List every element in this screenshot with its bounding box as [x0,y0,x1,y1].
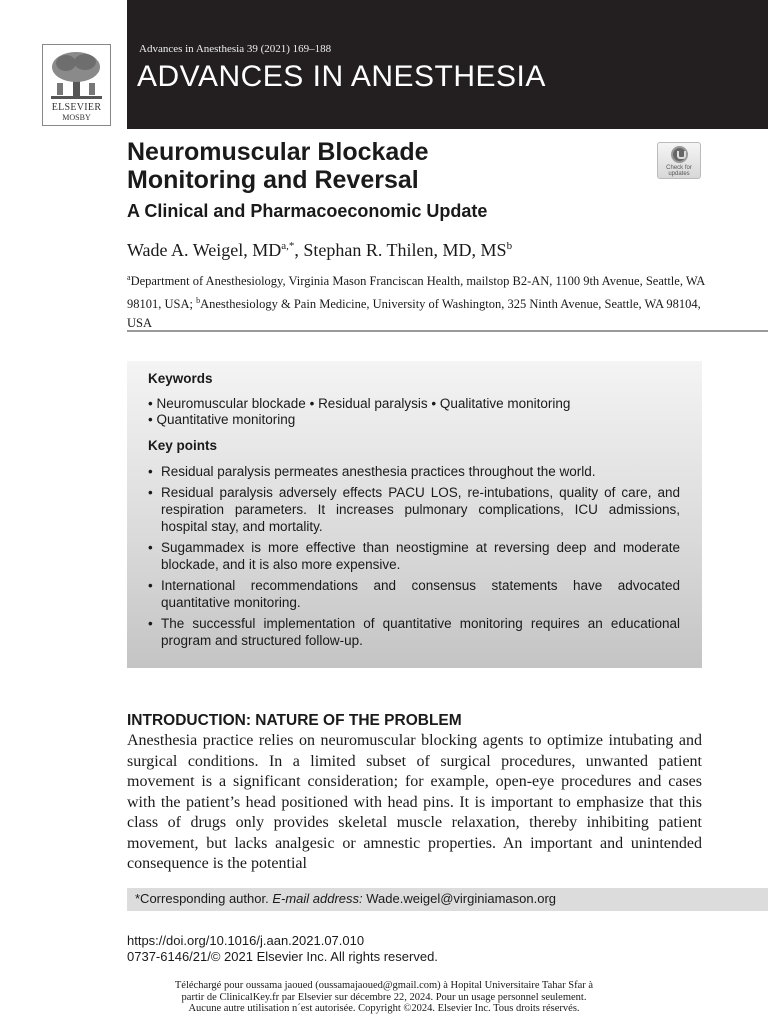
affiliations: $^a$Department of Anesthesiology, Virginia Mason Franciscan Health, mailstop B2-AN, 1100 9th Avenue, Seattle, WA 98101, USA; $^b$Anesthesiology & Pain Medicine, University of Washington, 325 Ninth Avenue, Seattle, WA 98104, USA [127,273,705,331]
keywords-heading: Keywords [148,371,213,386]
doi-link[interactable]: https://doi.org/10.1016/j.aan.2021.07.010 [127,933,365,948]
key-points-list [148,463,680,649]
keywords-list [148,396,680,428]
keyword: • Qualitative monitoring [431,396,571,411]
key-point: • International recommendations and consensus statements have advocated quantitative monitoring. [148,577,680,611]
journal-name: ADVANCES IN ANESTHESIA [137,60,546,93]
article-title-line: Monitoring and Reversal [127,166,419,194]
article-title-line: Neuromuscular Blockade [127,138,429,166]
section-heading: INTRODUCTION: NATURE OF THE PROBLEM [127,712,462,729]
publisher-name: ELSEVIER [51,102,102,113]
journal-header-band [127,0,768,129]
author-affiliation-marker: b [506,240,513,252]
article-subtitle: A Clinical and Pharmacoeconomic Update [127,201,488,221]
article-title [127,138,627,194]
email-label: E-mail address: [272,891,363,906]
key-point: • Residual paralysis adversely effects PACU LOS, re-intubations, quality of care, and respiration parameters. It increases pulmonary complications, ICU admissions, hospital stay, and mortality. [148,484,680,535]
elsevier-logo [42,44,111,126]
author-email-link[interactable]: Wade.weigel@virginiamason.org [366,891,557,906]
keyword: • Neuromuscular blockade [148,396,306,411]
author-affiliation-marker: a,* [281,240,295,252]
author-list: Wade A. Weigel, $MD^{a,*}$, Stephan R. Thilen, MD, $MS^b$ [127,240,513,260]
keyword: • Quantitative monitoring [148,412,296,427]
author-name: Stephan R. Thilen, MD, MS [303,240,507,260]
check-for-updates-button[interactable] [657,142,701,179]
corresponding-author-footnote: *Corresponding author. E-mail address: Wade.weigel@virginiamason.org [127,888,768,911]
elsevier-tree-icon [49,49,104,101]
affiliation-text: Department of Anesthesiology, Virginia Mason Franciscan Health, mailstop B2-AN, 1100 9th Avenue, Seattle, WA 98101, USA; [127,274,705,312]
publisher-imprint: MOSBY [62,113,91,122]
key-point: • Sugammadex is more effective than neostigmine at reversing deep and moderate blockade, and it is also more expensive. [148,539,680,573]
journal-citation: Advances in Anesthesia 39 (2021) 169–188 [139,43,332,55]
section-divider [127,330,768,332]
body-paragraph: Anesthesia practice relies on neuromuscular blocking agents to optimize intubating and surgical conditions. In a limited subset of surgical procedures, unwanted patient movement is a significant consideration; for example, open-eye procedures and cases with the patient’s head positioned with head pins. It is important to emphasize that this class of drugs only provides skeletal muscle relaxation, thereby inhibiting patient movement, but lacks analgesic or amnestic properties. An important and unintended consequence is the potential [127,732,702,872]
key-point: • Residual paralysis permeates anesthesia practices throughout the world. [148,463,680,480]
download-watermark: Téléchargé pour oussama jaoued (oussamajaoued@gmail.com) à Hopital Universitaire Tahar Sfar à partir de ClinicalKey.fr par Elsevier sur décembre 22, 2024. Pour un usage personnel seulement. Aucune autre utilisation n´est autorisée. Copyright ©2024. Elsevier Inc. Tous droits réservés. [174,980,594,1014]
check-for-updates-icon [671,146,688,163]
key-points-heading: Key points [148,438,218,453]
key-point: • The successful implementation of quantitative monitoring requires an educational program and structured follow-up. [148,615,680,649]
author-name: Wade A. Weigel, MD [127,240,282,260]
copyright-line: 0737-6146/21/© 2021 Elsevier Inc. All rights reserved. [127,949,438,964]
check-for-updates-label: Check for updates [666,165,692,177]
key-points-box [127,361,702,668]
keyword: • Residual paralysis [309,396,428,411]
doi-block [127,933,438,965]
affiliation-text: Anesthesiology & Pain Medicine, University of Washington, 325 Ninth Avenue, Seattle, WA 98104, USA [127,297,701,331]
